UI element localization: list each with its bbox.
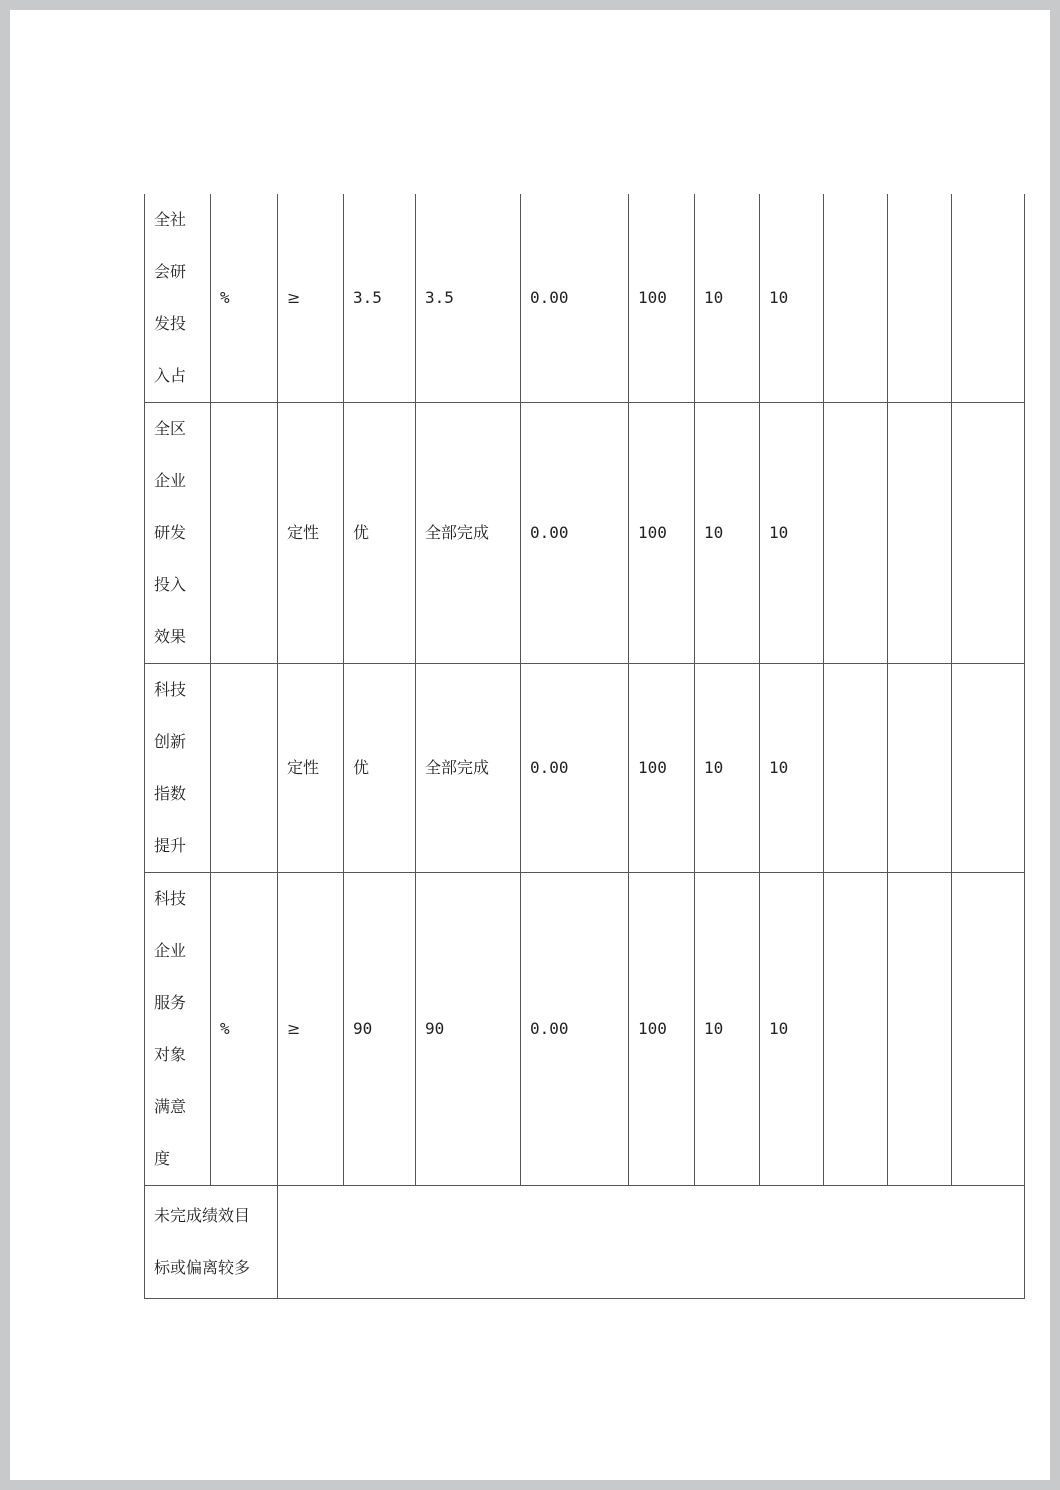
- indicator-name-cell: [145, 403, 211, 664]
- performance-table: [144, 194, 1025, 1299]
- target-cell: 优: [344, 403, 416, 664]
- table-row: [145, 873, 1025, 1186]
- document-page: [10, 10, 1050, 1480]
- footer-label-cell: [145, 1186, 278, 1299]
- score-cell: 10: [760, 873, 824, 1186]
- indicator-name-cell: [145, 664, 211, 873]
- actual-cell: 全部完成: [416, 664, 521, 873]
- indicator-name-line: 满意: [154, 1097, 187, 1116]
- direction-cell: 定性: [278, 403, 344, 664]
- score-pct-cell: 100: [629, 194, 695, 403]
- score-pct-cell: 100: [629, 403, 695, 664]
- indicator-name-line: 企业: [154, 471, 187, 490]
- empty-cell: [824, 403, 888, 664]
- empty-cell: [952, 194, 1025, 403]
- table-body: [145, 194, 1025, 1186]
- value-cell: 0.00: [521, 873, 629, 1186]
- unit-cell: [211, 664, 278, 873]
- unit-cell: %: [211, 194, 278, 403]
- indicator-name-line: 创新: [154, 732, 187, 751]
- value-cell: 0.00: [521, 664, 629, 873]
- indicator-name-line: 科技: [154, 889, 187, 908]
- footer-row: [145, 1186, 1025, 1299]
- empty-cell: [952, 403, 1025, 664]
- empty-cell: [824, 873, 888, 1186]
- indicator-name-line: 研发: [154, 523, 187, 542]
- indicator-name-line: 提升: [154, 836, 187, 855]
- empty-cell: [888, 873, 952, 1186]
- footer-content-cell: [278, 1186, 1025, 1299]
- empty-cell: [824, 194, 888, 403]
- unit-cell: [211, 403, 278, 664]
- indicator-name-line: 科技: [154, 680, 187, 699]
- indicator-name-cell: [145, 873, 211, 1186]
- indicator-name-line: 企业: [154, 941, 187, 960]
- unit-cell: %: [211, 873, 278, 1186]
- target-cell: 3.5: [344, 194, 416, 403]
- target-cell: 90: [344, 873, 416, 1186]
- actual-cell: 3.5: [416, 194, 521, 403]
- footer-label-line: 未完成绩效目: [154, 1206, 251, 1225]
- score-cell: 10: [760, 664, 824, 873]
- direction-cell: 定性: [278, 664, 344, 873]
- table-row: [145, 194, 1025, 403]
- empty-cell: [888, 194, 952, 403]
- indicator-name-line: 发投: [154, 314, 187, 333]
- indicator-name-line: 投入: [154, 575, 187, 594]
- target-cell: 优: [344, 664, 416, 873]
- score-pct-cell: 100: [629, 664, 695, 873]
- weight-cell: 10: [695, 664, 760, 873]
- value-cell: 0.00: [521, 194, 629, 403]
- indicator-name-line: 全社: [154, 210, 187, 229]
- indicator-name-line: 度: [154, 1149, 171, 1168]
- indicator-name-line: 全区: [154, 419, 187, 438]
- empty-cell: [952, 664, 1025, 873]
- actual-cell: 90: [416, 873, 521, 1186]
- indicator-name-line: 指数: [154, 784, 187, 803]
- weight-cell: 10: [695, 873, 760, 1186]
- weight-cell: 10: [695, 194, 760, 403]
- empty-cell: [824, 664, 888, 873]
- score-pct-cell: 100: [629, 873, 695, 1186]
- indicator-name-line: 会研: [154, 262, 187, 281]
- table-row: [145, 664, 1025, 873]
- indicator-name-line: 入占: [154, 366, 187, 385]
- table-row: [145, 403, 1025, 664]
- weight-cell: 10: [695, 403, 760, 664]
- direction-cell: ≥: [278, 873, 344, 1186]
- empty-cell: [952, 873, 1025, 1186]
- score-cell: 10: [760, 403, 824, 664]
- score-cell: 10: [760, 194, 824, 403]
- value-cell: 0.00: [521, 403, 629, 664]
- footer-label-line: 标或偏离较多: [154, 1258, 251, 1277]
- indicator-name-line: 效果: [154, 627, 187, 646]
- empty-cell: [888, 403, 952, 664]
- direction-cell: ≥: [278, 194, 344, 403]
- indicator-name-line: 服务: [154, 993, 187, 1012]
- actual-cell: 全部完成: [416, 403, 521, 664]
- indicator-name-line: 对象: [154, 1045, 187, 1064]
- empty-cell: [888, 664, 952, 873]
- indicator-name-cell: [145, 194, 211, 403]
